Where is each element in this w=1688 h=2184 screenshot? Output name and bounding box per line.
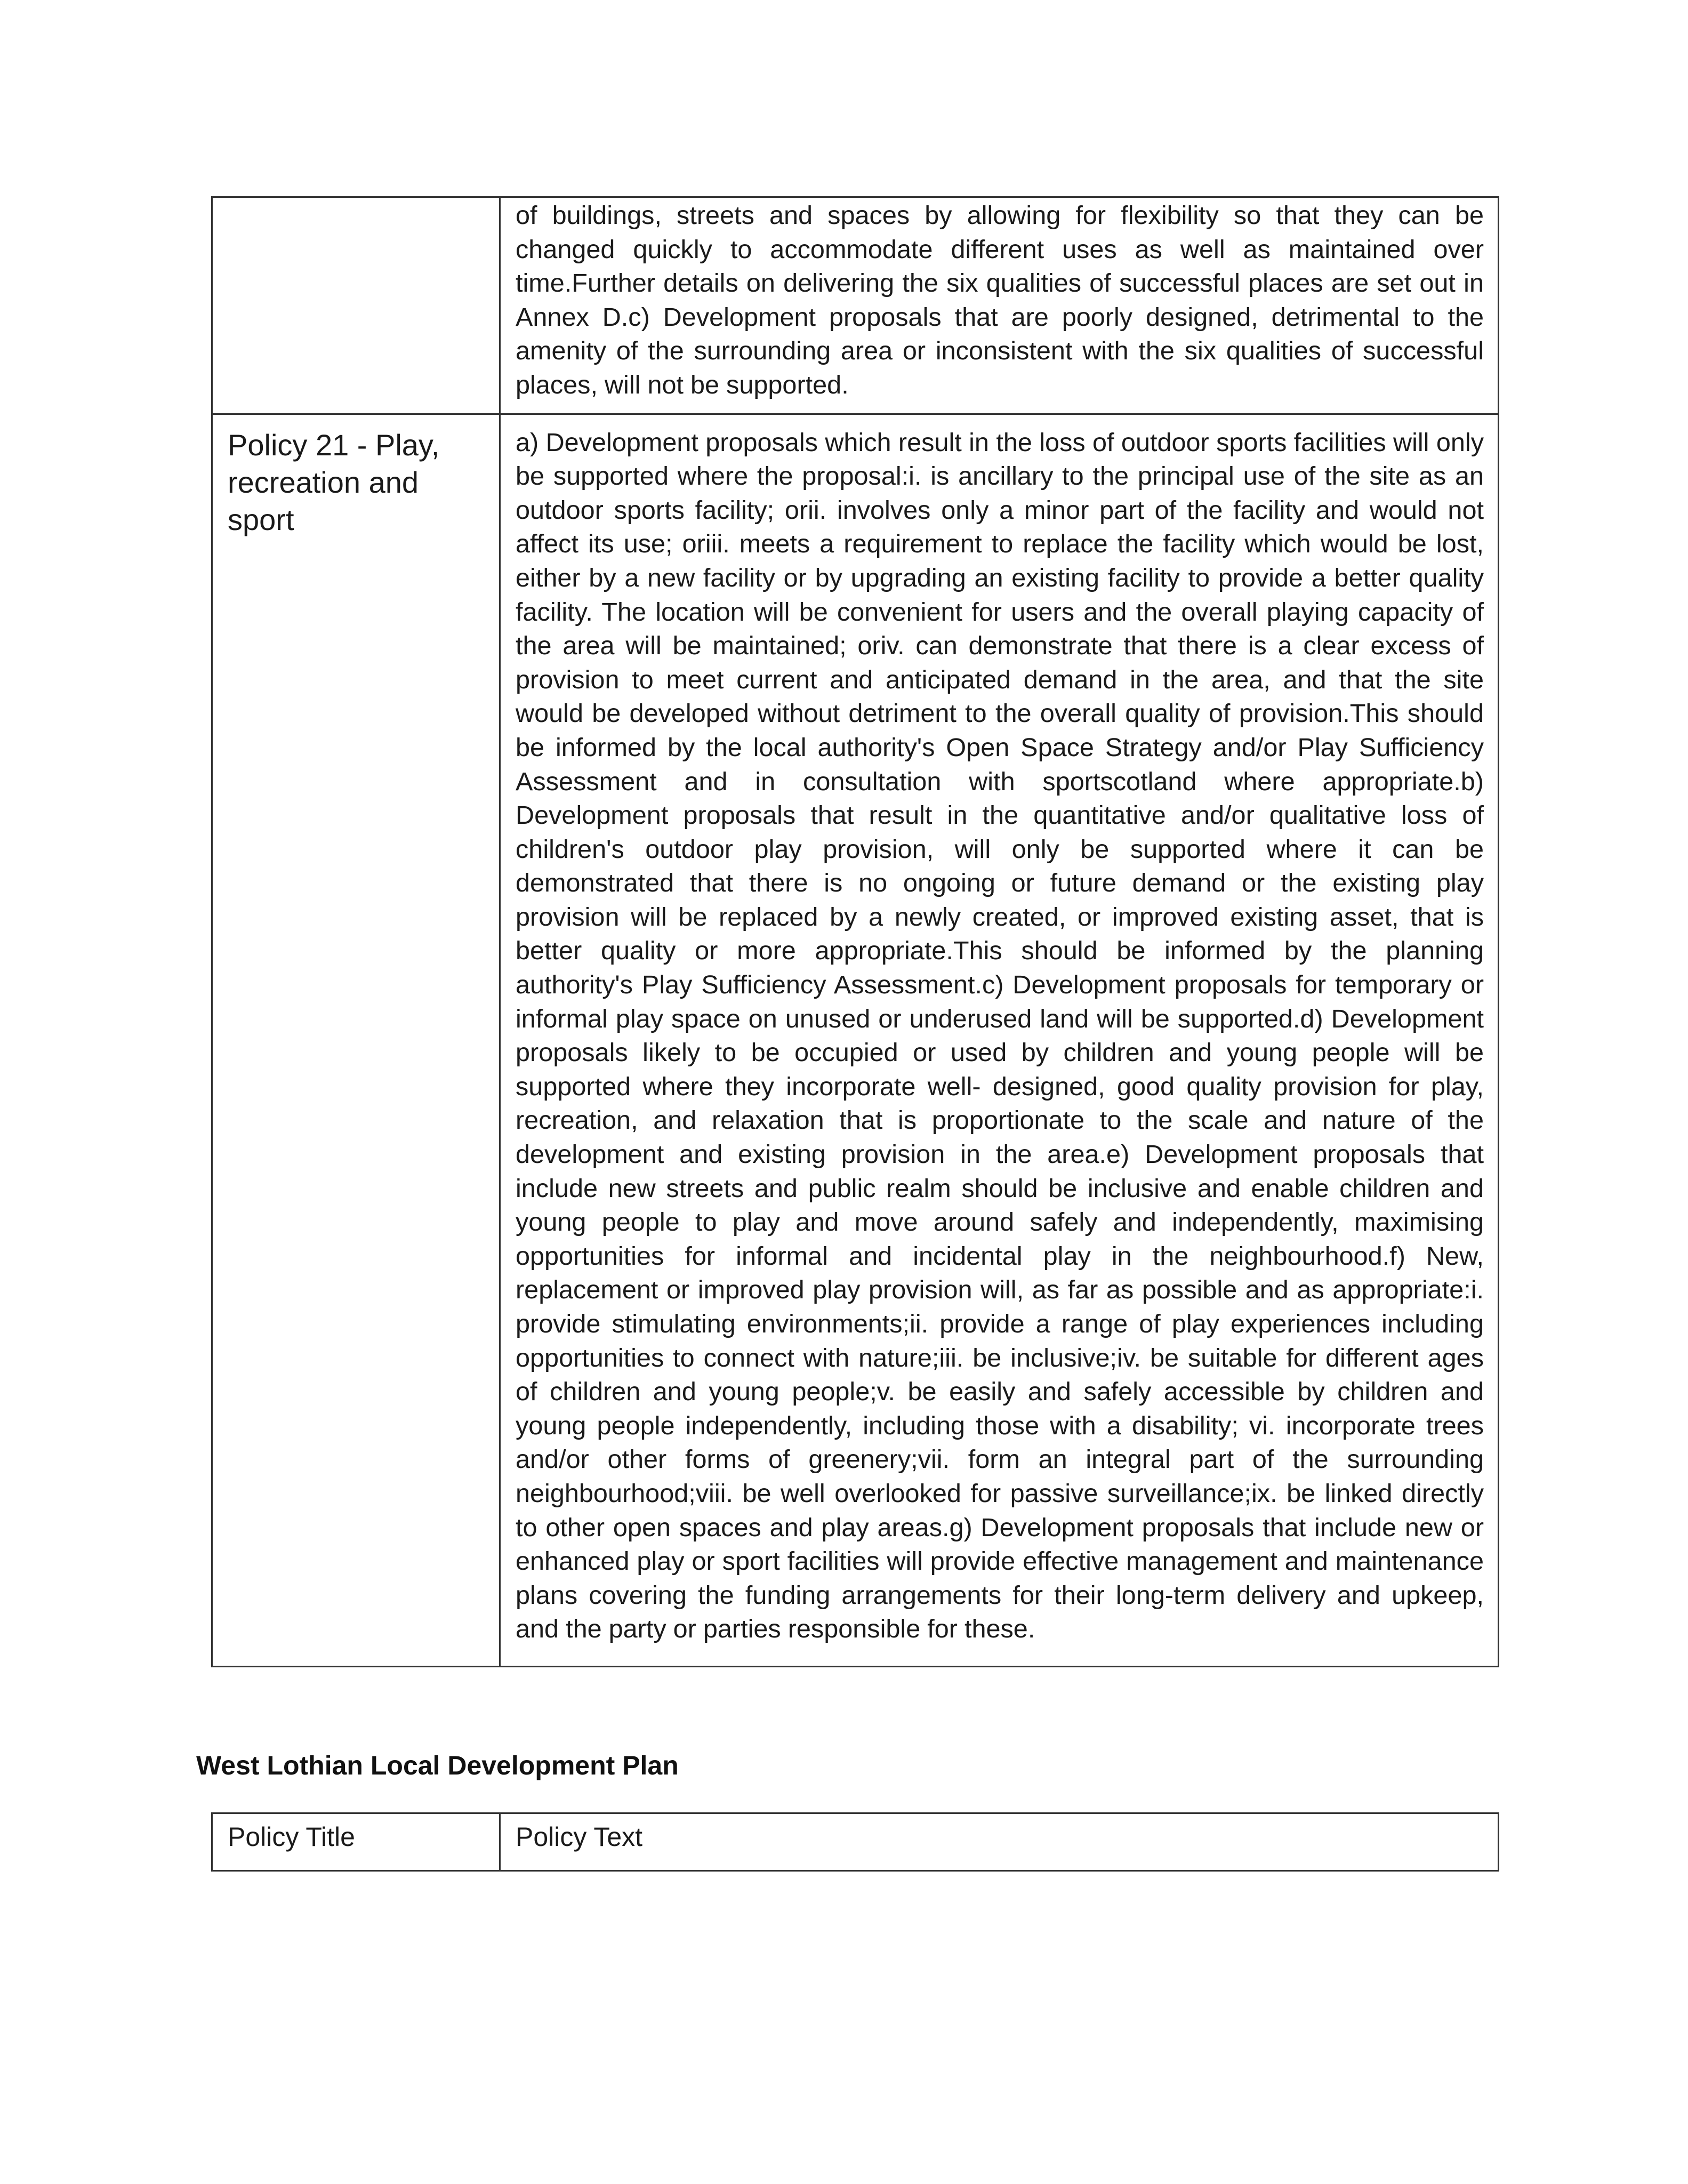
table-row xyxy=(212,197,1499,414)
policy-table-continued xyxy=(211,196,1499,1667)
policy-text-cell xyxy=(500,197,1499,414)
column-header-policy-text xyxy=(500,1813,1499,1871)
column-header-policy-title xyxy=(212,1813,500,1871)
policy-title: Policy 21 - Play, recreation and sport xyxy=(228,428,440,536)
column-header-label: Policy Title xyxy=(228,1822,355,1852)
policy-title xyxy=(213,198,499,210)
policy-text: a) Development proposals which result in the loss of outdoor sports facilities will only be supported where the proposal:i. is ancillary to the principal use of the site as an outdoor sports facility; orii. involves only a minor part of the facility and would not affect its use; oriii. meets a requirement to replace the facility which would be lost, either by a new facility or by upgrading an existing facility to provide a better quality facility. The location will be convenient for users and the overall playing capacity of the area will be maintained; oriv. can demonstrate that there is a clear excess of provision to meet current and anticipated demand in the area, and that the site would be developed without detriment to the overall quality of provision.This should be informed by the local authority's Open Space Strategy and/or Play Sufficiency Assessment and in consultation with sportscotland where appropriate.b) Development proposals that result in the quantitative and/or qualitative loss of children's outdoor play provision, will only be supported where it can be demonstrated that there is no ongoing or future demand or the existing play provision will be replaced by a newly created, or improved existing asset, that is better quality or more appropriate.This should be informed by the planning authority's Play Sufficiency Assessment.c) Development proposals for temporary or informal play space on unused or underused land will be supported.d) Development proposals likely to be occupied or used by children and young people will be supported where they incorporate well- designed, good quality provision for play, recreation, and relaxation that is proportionate to the scale and nature of the development and existing provision in the area.e) Development proposals that include new streets and public realm should be inclusive and enable children and young people to play and move around safely and independently, maximising opportunities for informal and incidental play in the neighbourhood.f) New, replacement or improved play provision will, as far as possible and as appropriate:i. provide stimulating environments;ii. provide a range of play experiences including opportunities to connect with nature;iii. be inclusive;iv. be suitable for different ages of children and young people;v. be easily and safely accessible by children and young people independently, including those with a disability; vi. incorporate trees and/or other forms of greenery;vii. form an integral part of the surrounding neighbourhood;viii. be well overlooked for passive surveillance;ix. be linked directly to other open spaces and play areas.g) Development proposals that include new or enhanced play or sport facilities will provide effective management and maintenance plans covering the funding arrangements for their long-term delivery and upkeep, and the party or parties responsible for these. xyxy=(516,428,1484,1644)
table-header-row xyxy=(212,1813,1499,1871)
policy-table-west-lothian xyxy=(211,1812,1499,1872)
section-heading: West Lothian Local Development Plan xyxy=(196,1751,679,1780)
policy-title-cell xyxy=(212,197,500,414)
column-header-label: Policy Text xyxy=(516,1822,643,1852)
policy-text-cell xyxy=(500,414,1499,1666)
policy-title-cell xyxy=(212,414,500,1666)
table-row xyxy=(212,414,1499,1666)
policy-text: of buildings, streets and spaces by allowing for flexibility so that they can be changed quickly to accommodate different uses as well as maintained over time.Further details on delivering the six qualities of successful places are set out in Annex D.c) Development proposals that are poorly designed, detrimental to the amenity of the surrounding area or inconsistent with the six qualities of successful places, will not be supported. xyxy=(516,201,1484,399)
